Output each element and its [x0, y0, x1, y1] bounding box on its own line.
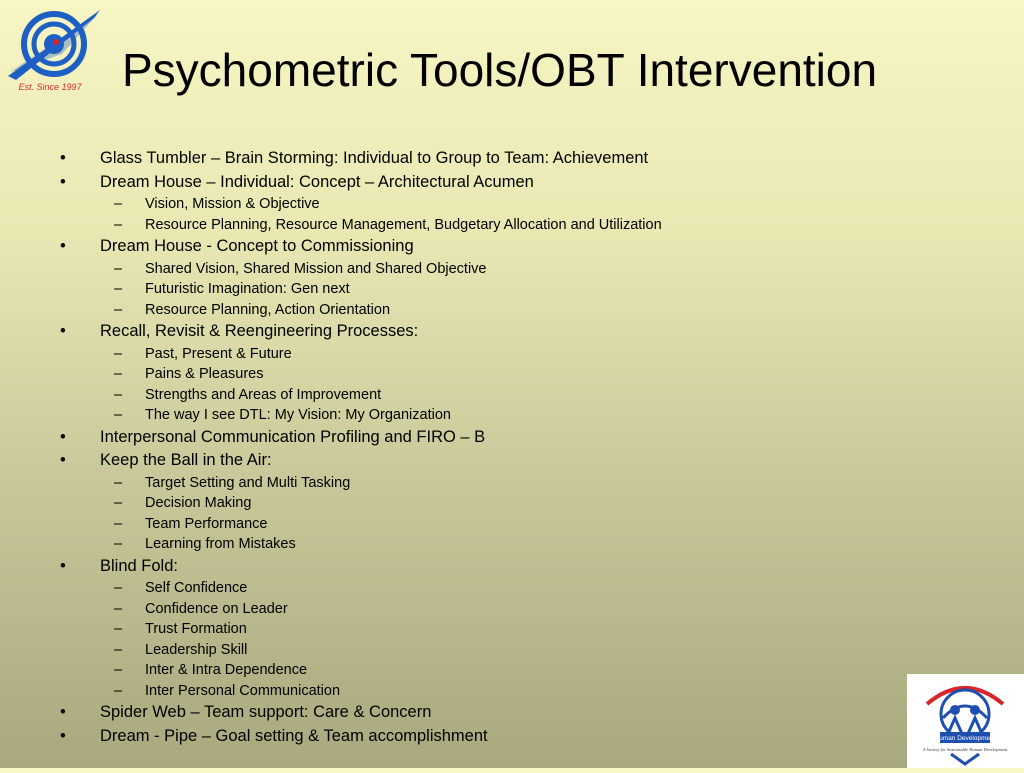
bullet-item [58, 701, 958, 725]
bullet-text: Learning from Mistakes [145, 536, 296, 552]
sub-bullet-item [58, 215, 958, 236]
dash-marker: – [114, 196, 123, 212]
bullet-marker: • [60, 427, 66, 446]
sub-bullet-item [58, 514, 958, 535]
bullet-text: Past, Present & Future [145, 345, 292, 362]
sub-bullet-item [58, 681, 958, 702]
bullet-text: Strengths and Areas of Improvement [145, 386, 382, 403]
bullet-text: Pains & Pleasures [145, 366, 264, 382]
bullet-text: Interpersonal Communication Profiling and FIRO – B [100, 427, 486, 446]
society-logo-caption: A Society for Sustainable Human Development [922, 747, 1008, 752]
dash-marker: – [114, 386, 123, 403]
sub-bullet-item [58, 344, 958, 365]
bullet-item [58, 147, 958, 171]
company-logo [2, 2, 102, 102]
bullet-item [58, 555, 958, 579]
dash-marker: – [114, 301, 123, 318]
society-logo [907, 674, 1024, 768]
bullet-text: Team Performance [145, 515, 268, 532]
bullet-marker: • [60, 237, 66, 255]
dash-marker: – [114, 621, 123, 637]
bullet-text: Decision Making [145, 495, 252, 511]
bullet-text: Keep the Ball in the Air: [100, 451, 272, 469]
bullet-marker: • [60, 703, 66, 721]
dash-marker: – [114, 580, 123, 596]
bullet-list [58, 147, 958, 748]
sub-bullet-item [58, 534, 958, 555]
dash-marker: – [114, 641, 123, 658]
bullet-marker: • [60, 556, 66, 575]
bullet-text: Trust Formation [145, 621, 247, 637]
bullet-text: Resource Planning, Action Orientation [145, 301, 391, 318]
dash-marker: – [114, 407, 123, 423]
sub-bullet-item [58, 385, 958, 406]
sub-bullet-item [58, 194, 958, 215]
sub-bullet-item [58, 300, 958, 321]
dash-marker: – [114, 600, 123, 617]
sub-bullet-item [58, 660, 958, 681]
bullet-text: Inter Personal Communication [145, 682, 341, 699]
dash-marker: – [114, 366, 123, 382]
bullet-text: Dream House – Individual: Concept – Architectural Acumen [100, 172, 534, 191]
sub-bullet-item [58, 578, 958, 599]
sub-bullet-item [58, 364, 958, 385]
bullet-item [58, 320, 958, 344]
bullet-text: Shared Vision, Shared Mission and Shared Objective [145, 260, 487, 277]
bullet-text: Confidence on Leader [145, 600, 288, 617]
bullet-text: Resource Planning, Resource Management, Budgetary Allocation and Utilization [145, 216, 662, 233]
dash-marker: – [114, 515, 123, 532]
bullet-text: Dream - Pipe – Goal setting & Team accomplishment [100, 726, 488, 745]
dash-marker: – [114, 474, 123, 491]
bullet-text: The way I see DTL: My Vision: My Organization [145, 407, 451, 423]
bullet-text: Self Confidence [145, 580, 248, 596]
bullet-text: Futuristic Imagination: Gen next [145, 281, 350, 297]
sub-bullet-item [58, 619, 958, 640]
bullet-item [58, 171, 958, 195]
sub-bullet-item [58, 279, 958, 300]
bullet-item [58, 725, 958, 749]
society-logo-label: Human Development [934, 735, 996, 742]
bullet-text: Recall, Revisit & Reengineering Processes: [100, 322, 419, 340]
bullet-marker: • [60, 726, 66, 745]
bullet-item [58, 426, 958, 450]
bullet-text: Leadership Skill [145, 641, 248, 658]
sub-bullet-item [58, 259, 958, 280]
sub-bullet-item [58, 473, 958, 494]
bullet-text: Blind Fold: [100, 556, 178, 575]
sub-bullet-item [58, 405, 958, 426]
dash-marker: – [114, 216, 123, 233]
dash-marker: – [114, 495, 123, 511]
dash-marker: – [114, 260, 123, 277]
bullet-item [58, 449, 958, 473]
bullet-marker: • [60, 451, 66, 469]
society-logo-graphic [907, 674, 1024, 768]
bullet-marker: • [60, 149, 66, 167]
bullet-text: Target Setting and Multi Tasking [145, 474, 351, 491]
company-logo-graphic [2, 2, 102, 102]
sub-bullet-item [58, 599, 958, 620]
sub-bullet-item [58, 493, 958, 514]
dash-marker: – [114, 345, 123, 362]
dash-marker: – [114, 536, 123, 552]
bullet-text: Spider Web – Team support: Care & Concern [100, 703, 432, 721]
company-logo-text: Est. Since 1997 [18, 82, 82, 92]
bullet-item [58, 235, 958, 259]
sub-bullet-item [58, 640, 958, 661]
dash-marker: – [114, 682, 123, 699]
bullet-marker: • [60, 172, 66, 191]
bullet-text: Vision, Mission & Objective [145, 196, 320, 212]
bullet-text: Glass Tumbler – Brain Storming: Individual to Group to Team: Achievement [100, 149, 649, 167]
bullet-text: Dream House - Concept to Commissioning [100, 237, 414, 255]
bullet-marker: • [60, 322, 66, 340]
dash-marker: – [114, 662, 123, 678]
dash-marker: – [114, 281, 123, 297]
bullet-text: Inter & Intra Dependence [145, 662, 308, 678]
slide-title: Psychometric Tools/OBT Intervention [122, 44, 878, 96]
